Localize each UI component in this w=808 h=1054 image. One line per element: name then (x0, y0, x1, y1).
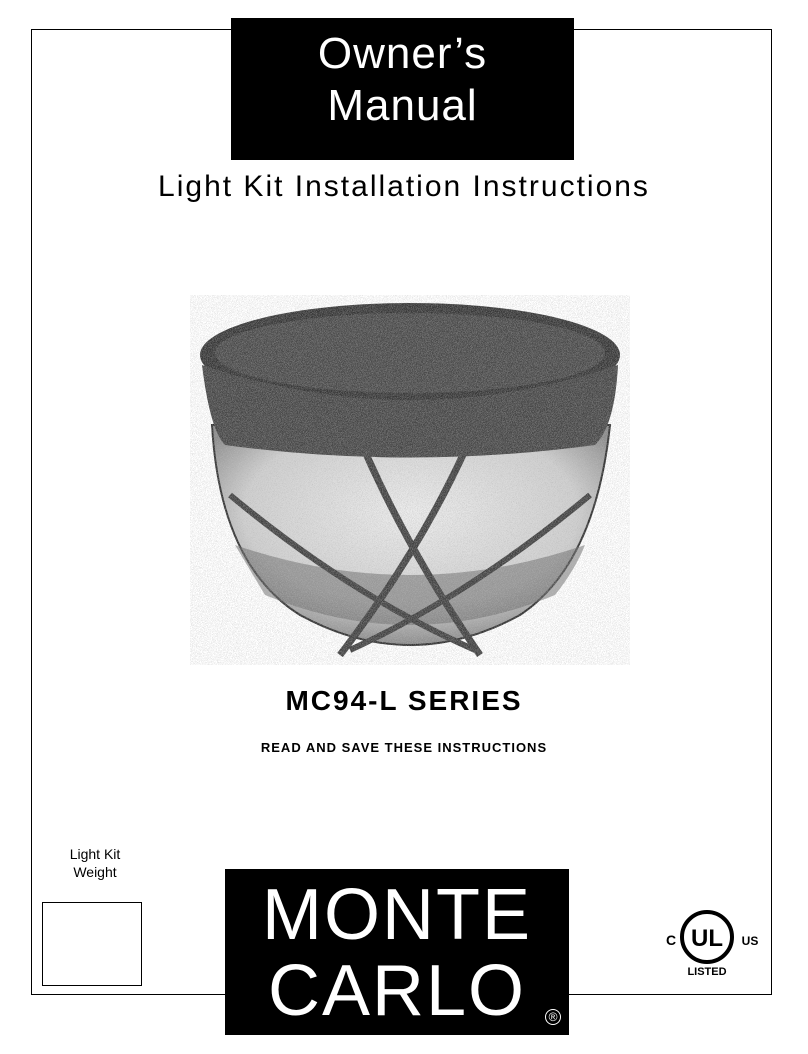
series-name: MC94-L SERIES (285, 685, 523, 716)
weight-entry-box (42, 902, 142, 986)
ul-listed-text: LISTED (687, 966, 727, 978)
title-line-2: Manual (327, 81, 478, 130)
weight-label-line-1: Light Kit (69, 846, 121, 862)
logo-line-1: MONTE (262, 875, 532, 955)
ul-text: UL (691, 925, 723, 952)
read-save-notice: READ AND SAVE THESE INSTRUCTIONS (260, 740, 548, 755)
logo-line-2: CARLO (267, 951, 527, 1031)
ceiling-light-fixture-illustration (190, 295, 630, 665)
light-kit-weight-label (40, 845, 150, 881)
brand-logo (225, 869, 569, 1035)
title-banner (231, 18, 574, 160)
ul-us-text: US (741, 934, 759, 948)
weight-label-line-2: Weight (73, 864, 117, 880)
title-line-1: Owner’s (317, 29, 488, 78)
ul-c-text: C (665, 932, 677, 948)
registered-mark: ® (545, 1009, 561, 1025)
ul-listed-icon (655, 903, 770, 983)
subtitle: Light Kit Installation Instructions (158, 170, 650, 203)
